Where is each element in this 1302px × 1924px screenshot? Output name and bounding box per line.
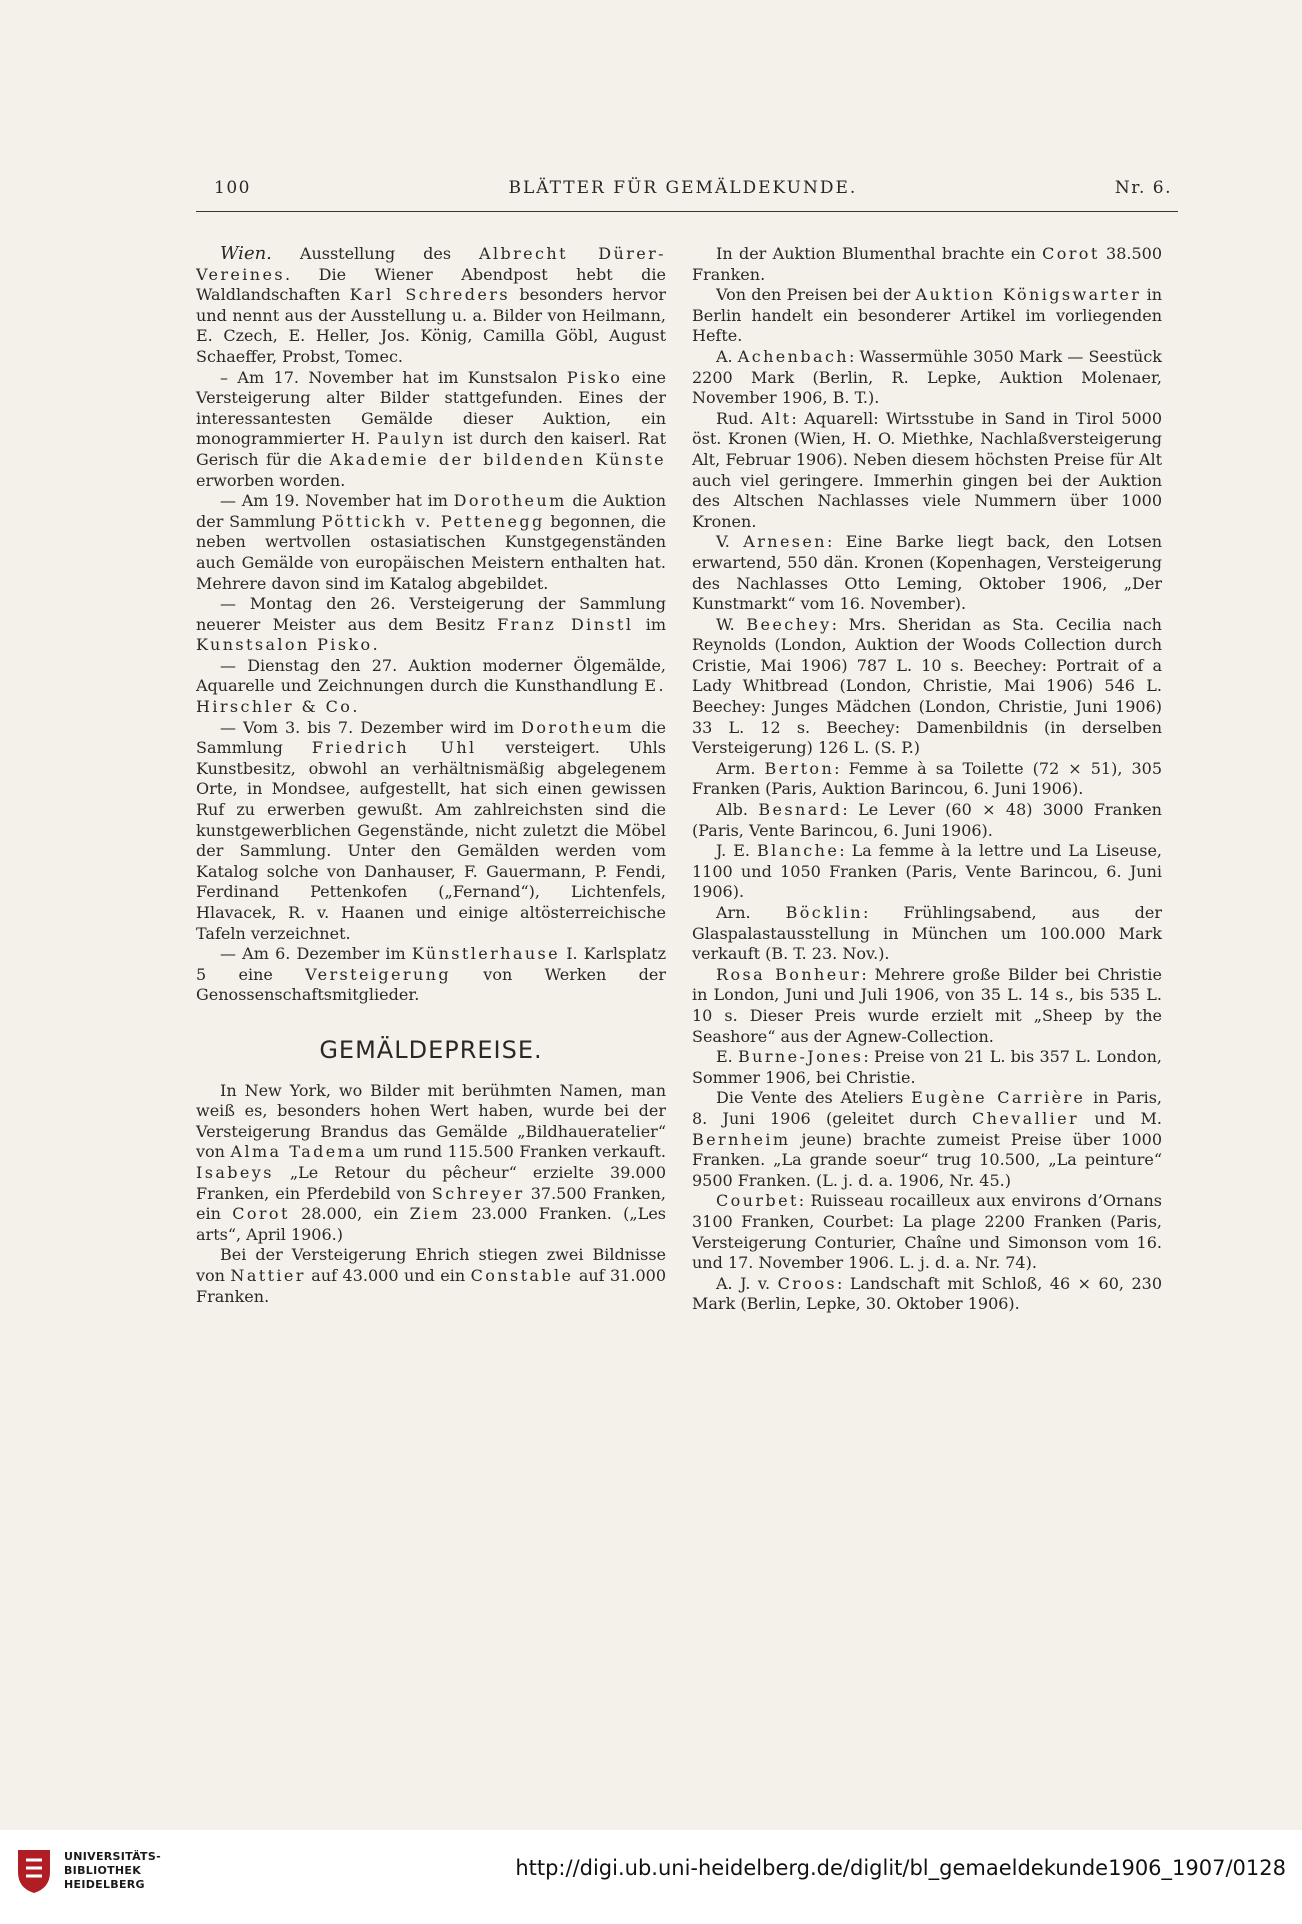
paragraph — [196, 656, 666, 718]
page-number: 100 — [214, 178, 251, 198]
prices-intro — [196, 1081, 666, 1308]
paragraph — [196, 491, 666, 594]
text-run: E. — [716, 1047, 739, 1067]
running-header — [214, 178, 1172, 206]
spaced-name: Friedrich Uhl — [311, 738, 477, 758]
text-run: — Vom 3. bis 7. Dezember wird im — [220, 717, 522, 737]
library-crest-icon — [14, 1846, 54, 1896]
spaced-name: Albrecht Dürer-Vereines — [196, 244, 666, 284]
text-run: von Werken der Genossenschaftsmitglieder. — [196, 964, 666, 1005]
paragraph — [692, 409, 1162, 533]
text-run: Von den Preisen bei der — [716, 285, 916, 305]
section-heading: GEMÄLDEPREISE. — [319, 1035, 543, 1064]
text-run: A. — [716, 346, 738, 366]
spaced-name: Rosa Bonheur — [716, 964, 862, 984]
spaced-name: Ziem — [409, 1204, 461, 1224]
text-run: versteigert. Uhls Kunstbesitz, obwohl an verhältnismäßig abgelegenem Orte, in Mondsee, aufgestellt, hat sich einen gewissen Ruf zu erwerben gewußt. Am zahlreichsten sind die kunstgewerblichen Gegenstände, nicht zuletzt die Möbel der Sammlung. Unter den Gemälden werden vom Katalog solche von Danhauser, F. Gauermann, P. Fendi, Ferdinand Pettenkofen („Fernand“), Lichtenfels, Hlavacek, R. v. Haanen und einige altösterreichische Tafeln verzeichnet. — [196, 738, 667, 943]
text-run: J. E. — [716, 841, 757, 861]
text-run: A. J. v. — [716, 1273, 778, 1293]
text-run: : Femme à sa Toilette (72 × 51), 305 Franken (Paris, Auktion Barincou, 6. Juni 1906). — [692, 758, 1163, 799]
right-column — [692, 244, 1162, 1315]
spaced-name: Dorotheum — [453, 491, 567, 511]
paragraph — [692, 965, 1162, 1047]
paragraph — [692, 1047, 1162, 1088]
spaced-name: Nattier — [230, 1265, 306, 1285]
paragraph — [692, 347, 1162, 409]
text-run: . Die Wiener Abendpost hebt die Waldlandschaften — [196, 264, 666, 305]
spaced-name: Schreyer — [431, 1183, 525, 1203]
spaced-name: Corot — [1042, 244, 1100, 263]
spaced-name: Beechey — [746, 614, 832, 634]
text-run: : Le Lever (60 × 48) 3000 Franken (Paris, Vente Barincou, 6. Juni 1906). — [692, 800, 1162, 840]
text-run: V. — [716, 532, 744, 552]
paragraph — [692, 841, 1162, 903]
spaced-name: Constable — [470, 1265, 574, 1285]
spaced-name: Blanche — [756, 841, 840, 861]
text-run: : Ruisseau rocailleux aux environs d’Ornans 3100 Franken, Courbet: La plage 2200 Franken (Paris, Versteigerung Conturier, Chaîne und Simonson vom 16. und 17. November 1906. L. j. d. a. Nr. 74). — [692, 1191, 1162, 1273]
spaced-name: Courbet — [716, 1191, 799, 1211]
lead-word: Wien. — [220, 243, 272, 264]
text-run: Arn. — [716, 903, 786, 922]
spaced-name: Auktion Königswarter — [915, 285, 1142, 305]
spaced-name: Corot — [232, 1204, 290, 1224]
issue-number: Nr. 6. — [1114, 178, 1172, 198]
paragraph — [692, 800, 1162, 841]
text-run: : Aquarell: Wirtsstube in Sand in Tirol 5000 öst. Kronen (Wien, H. O. Miethke, Nachlaßversteigerung Alt, Februar 1906). Neben diesem höchsten Preise für Alt auch viel geringere. Immerhin gingen bei der Auktion des Altschen Nachlasses viele Nummern über 1000 Kronen. — [692, 408, 1163, 531]
spaced-name: Kunstsalon Pisko — [196, 635, 373, 655]
spaced-name: Arnesen — [743, 532, 827, 552]
paragraph — [196, 1081, 666, 1246]
paragraph — [196, 368, 666, 492]
paragraph — [692, 1191, 1162, 1273]
text-run: Die Vente des Ateliers — [716, 1088, 912, 1108]
text-run: begonnen, die neben wertvollen ostasiatischen Kunstgegenständen auch Gemälde von europäischen Meistern enthalten hat. Mehrere davon sind im Katalog abgebildet. — [196, 511, 666, 593]
text-run: in Paris, 8. Juni 1906 (geleitet durch — [692, 1088, 1163, 1128]
text-run: Ausstellung des — [271, 244, 479, 263]
spaced-name: Croos — [777, 1273, 837, 1293]
text-run: : Eine Barke liegt back, den Lotsen erwartend, 550 dän. Kronen (Kopenhagen, Versteigerung des Nachlasses Otto Leming, Oktober 1906, „Der Kunstmarkt“ vom 16. November). — [692, 532, 1162, 614]
library-logo — [14, 1846, 161, 1896]
spaced-name: Berton — [764, 758, 835, 778]
text-run: 37.500 Franken, ein — [196, 1183, 666, 1224]
spaced-name: Versteigerung — [305, 964, 451, 984]
text-run: — Montag den 26. Versteigerung der Sammlung neuerer Meister aus dem Besitz — [196, 594, 666, 634]
text-run: : Preise von 21 L. bis 357 L. London, Sommer 1906, bei Christie. — [692, 1047, 1163, 1087]
spaced-name: Pöttickh v. Pettenegg — [321, 511, 545, 531]
text-run: um rund 115.500 Franken verkauft. — [367, 1142, 667, 1162]
spaced-name: Paulyn — [377, 429, 446, 449]
text-run: besonders hervor und nennt aus der Ausstellung u. a. Bilder von Heilmann, E. Czech, E. Heller, Jos. König, Camilla Göbl, August Schaeffer, Probst, Tomec. — [196, 285, 666, 366]
paragraph — [692, 285, 1162, 347]
text-run: in Berlin handelt ein besonderer Artikel im vorliegenden Hefte. — [692, 285, 1162, 346]
text-run: — Am 6. Dezember im — [220, 944, 412, 964]
text-run: erworben worden. — [196, 470, 346, 490]
paragraph — [196, 1245, 666, 1307]
spaced-name: Besnard — [758, 800, 843, 820]
paragraph — [692, 759, 1162, 800]
paragraph — [692, 903, 1162, 965]
paragraph — [196, 718, 666, 945]
header-rule — [196, 211, 1178, 212]
text-run: die Auktion der Sammlung — [196, 491, 666, 531]
paragraph — [692, 244, 1162, 285]
spaced-name: Achenbach — [737, 346, 850, 366]
text-run: eine Versteigerung alter Bilder stattgefunden. Eines der interessantesten Gemälde dieser Auktion, ein monogrammierter H. — [196, 367, 666, 449]
text-run: jeune) brachte zumeist Preise über 1000 Franken. „La grande soeur“ trug 10.500, „La peinture“ 9500 Franken. (L. j. d. a. 1906, Nr. 45.) — [692, 1129, 1162, 1190]
paragraph — [692, 532, 1162, 614]
paragraph — [692, 1088, 1162, 1191]
price-list — [692, 244, 1162, 1315]
spaced-name: Alt — [761, 408, 792, 428]
paragraph — [196, 944, 666, 1006]
paragraph — [692, 615, 1162, 759]
text-run: : La femme à la lettre und La Liseuse, 1100 und 1050 Franken (Paris, Vente Barincou, 6. Juni 1906). — [692, 841, 1162, 902]
spaced-name: Bernheim — [692, 1129, 791, 1149]
text-run: und M. — [1079, 1108, 1162, 1128]
text-run: : Frühlingsabend, aus der Glaspalastausstellung in München um 100.000 Mark verkauft (B. T. 23. Nov.). — [692, 903, 1162, 964]
text-run: – Am 17. November hat im Kunstsalon — [220, 367, 567, 387]
text-run: 23.000 Franken. („Les arts“, April 1906.) — [196, 1204, 667, 1244]
text-run: In New York, wo Bilder mit berühmten Namen, man weiß es, besonders hohen Wert haben, wurde bei der Versteigerung Brandus das Gemälde „Bildhaueratelier“ von — [196, 1080, 666, 1162]
text-run: : Landschaft mit Schloß, 46 × 60, 230 Mark (Berlin, Lepke, 30. Oktober 1906). — [692, 1273, 1162, 1314]
journal-title: BLÄTTER FÜR GEMÄLDEKUNDE. — [508, 178, 858, 198]
text-run: . — [372, 635, 378, 655]
spaced-name: Pisko — [566, 367, 623, 387]
text-run: auf 31.000 Franken. — [196, 1265, 667, 1306]
source-url[interactable]: http://digi.ub.uni-heidelberg.de/diglit/bl_gemaeldekunde1906_1907/0128 — [515, 1856, 1286, 1880]
text-run: 28.000, ein — [289, 1204, 410, 1224]
text-run: Bei der Versteigerung Ehrich stiegen zwei Bildnisse von — [196, 1245, 666, 1285]
text-run: Alb. — [716, 800, 759, 820]
text-run: „Le Retour du pêcheur“ erzielte 39.000 Franken, ein Pferdebild von — [196, 1162, 666, 1203]
spaced-name: E. Hirschler & Co — [196, 676, 666, 717]
library-name: UNIVERSITÄTS- BIBLIOTHEK HEIDELBERG — [64, 1850, 161, 1891]
text-run: In der Auktion Blumenthal brachte ein — [716, 244, 1043, 263]
spaced-name: Künstlerhause — [411, 944, 561, 964]
paragraph — [196, 594, 666, 656]
news-section — [196, 244, 666, 1006]
text-run: I. Karlsplatz 5 eine — [196, 944, 666, 984]
text-run: : Wassermühle 3050 Mark — Seestück 2200 Mark (Berlin, R. Lepke, Auktion Molenaer, November 1906, B. T.). — [692, 346, 1162, 408]
paragraph — [692, 1274, 1162, 1315]
paragraph — [196, 244, 666, 368]
spaced-name: Franz Dinstl — [497, 614, 634, 634]
text-run: . — [352, 697, 358, 717]
text-run: auf 43.000 und ein — [305, 1265, 471, 1285]
text-run: ist durch den kaiserl. Rat Gerisch für die — [196, 429, 666, 469]
spaced-name: Burne-Jones — [738, 1047, 864, 1067]
text-run: — Dienstag den 27. Auktion moderner Ölgemälde, Aquarelle und Zeichnungen durch die Kunsthandlung — [196, 655, 666, 696]
text-run: die Sammlung — [196, 717, 666, 758]
spaced-name: Chevallier — [972, 1108, 1080, 1128]
text-run: 38.500 Franken. — [692, 244, 1162, 284]
text-run: W. — [716, 614, 747, 634]
spaced-name: Böcklin — [785, 903, 863, 922]
left-column — [196, 244, 666, 1307]
spaced-name: Akademie der bildenden Künste — [329, 449, 666, 469]
footer-bar — [0, 1830, 1302, 1924]
text-run: Arm. — [716, 758, 765, 778]
spaced-name: Isabeys — [196, 1162, 274, 1182]
spaced-name: Dorotheum — [521, 717, 635, 737]
text-run: : Mrs. Sheridan as Sta. Cecilia nach Reynolds (London, Auktion der Woods Collection durch Cristie, Mai 1906) 787 L. 10 s. Beechey: Portrait of a Lady Whitbread (London, Christie, Mai 1906) 546 L. Beechey: Junges Mädchen (London, Christie, Juni 1906) 33 L. 12 s. Beechey: Damenbildnis (in derselben Versteigerung) 126 L. (S. P.) — [692, 614, 1162, 758]
text-run: — Am 19. November hat im — [220, 491, 454, 511]
text-run: : Mehrere große Bilder bei Christie in London, Juni und Juli 1906, von 35 L. 14 s., bis 535 L. 10 s. Dieser Preis wurde erzielt mit „Sheep by the Seashore“ aus der Agnew-Collection. — [692, 964, 1163, 1046]
spaced-name: Alma Tadema — [230, 1142, 368, 1162]
spaced-name: Karl Schreders — [349, 285, 510, 305]
text-run: im — [633, 614, 667, 634]
text-run: Rud. — [716, 408, 762, 428]
spaced-name: Eugène Carrière — [911, 1088, 1086, 1108]
